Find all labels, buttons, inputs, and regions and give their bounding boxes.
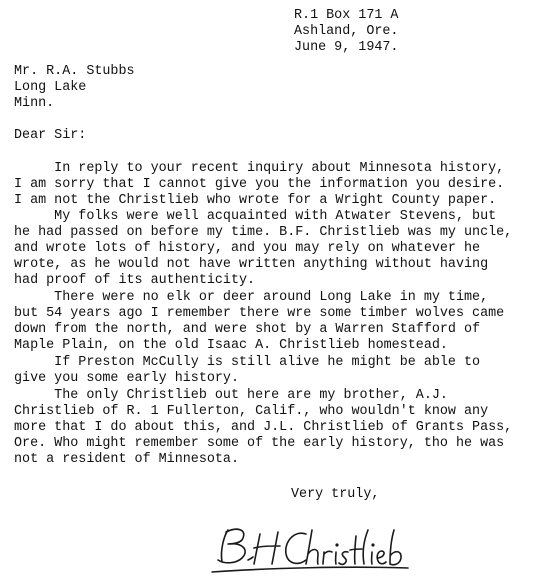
- body-line: The only Christlieb out here are my brother, A.J.: [14, 388, 448, 403]
- salutation: Dear Sir:: [14, 128, 87, 143]
- body-line: give you some early history.: [14, 371, 239, 386]
- body-line: In reply to your recent inquiry about Minnesota history,: [14, 161, 505, 176]
- body-line: If Preston McCully is still alive he might be able to: [14, 355, 481, 370]
- body-line: Maple Plain, on the old Isaac A. Christlieb homestead.: [14, 338, 448, 353]
- body-line: had proof of its authenticity.: [14, 273, 256, 288]
- body-line: and wrote lots of history, and you may rely on whatever he: [14, 241, 481, 256]
- body-line: but 54 years ago I remember there wre some timber wolves came: [14, 306, 505, 321]
- body-line: Christlieb of R. 1 Fullerton, Calif., who wouldn't know any: [14, 404, 489, 419]
- body-line: not a resident of Minnesota.: [14, 452, 239, 467]
- body-line: he had passed on before my time. B.F. Christlieb was my uncle,: [14, 225, 513, 240]
- recipient-city: Long Lake: [14, 80, 87, 95]
- body-line: My folks were well acquainted with Atwater Stevens, but: [14, 209, 497, 224]
- address-line-1: R.1 Box 171 A: [294, 8, 399, 23]
- recipient-name: Mr. R.A. Stubbs: [14, 64, 135, 79]
- address-line-2: Ashland, Ore.: [294, 24, 399, 39]
- body-line: more that I do about this, and J.L. Christlieb of Grants Pass,: [14, 420, 513, 435]
- closing: Very truly,: [291, 487, 380, 502]
- address-date: June 9, 1947.: [294, 40, 399, 55]
- recipient-state: Minn.: [14, 96, 55, 111]
- signature: [208, 522, 458, 580]
- body-line: Ore. Who might remember some of the early history, tho he was: [14, 436, 505, 451]
- body-line: down from the north, and were shot by a Warren Stafford of: [14, 322, 481, 337]
- body-line: I am not the Christlieb who wrote for a Wright County paper.: [14, 193, 497, 208]
- body-line: There were no elk or deer around Long Lake in my time,: [14, 290, 489, 305]
- body-line: wrote, as he would not have written anything without having: [14, 257, 489, 272]
- body-line: I am sorry that I cannot give you the information you desire.: [14, 177, 505, 192]
